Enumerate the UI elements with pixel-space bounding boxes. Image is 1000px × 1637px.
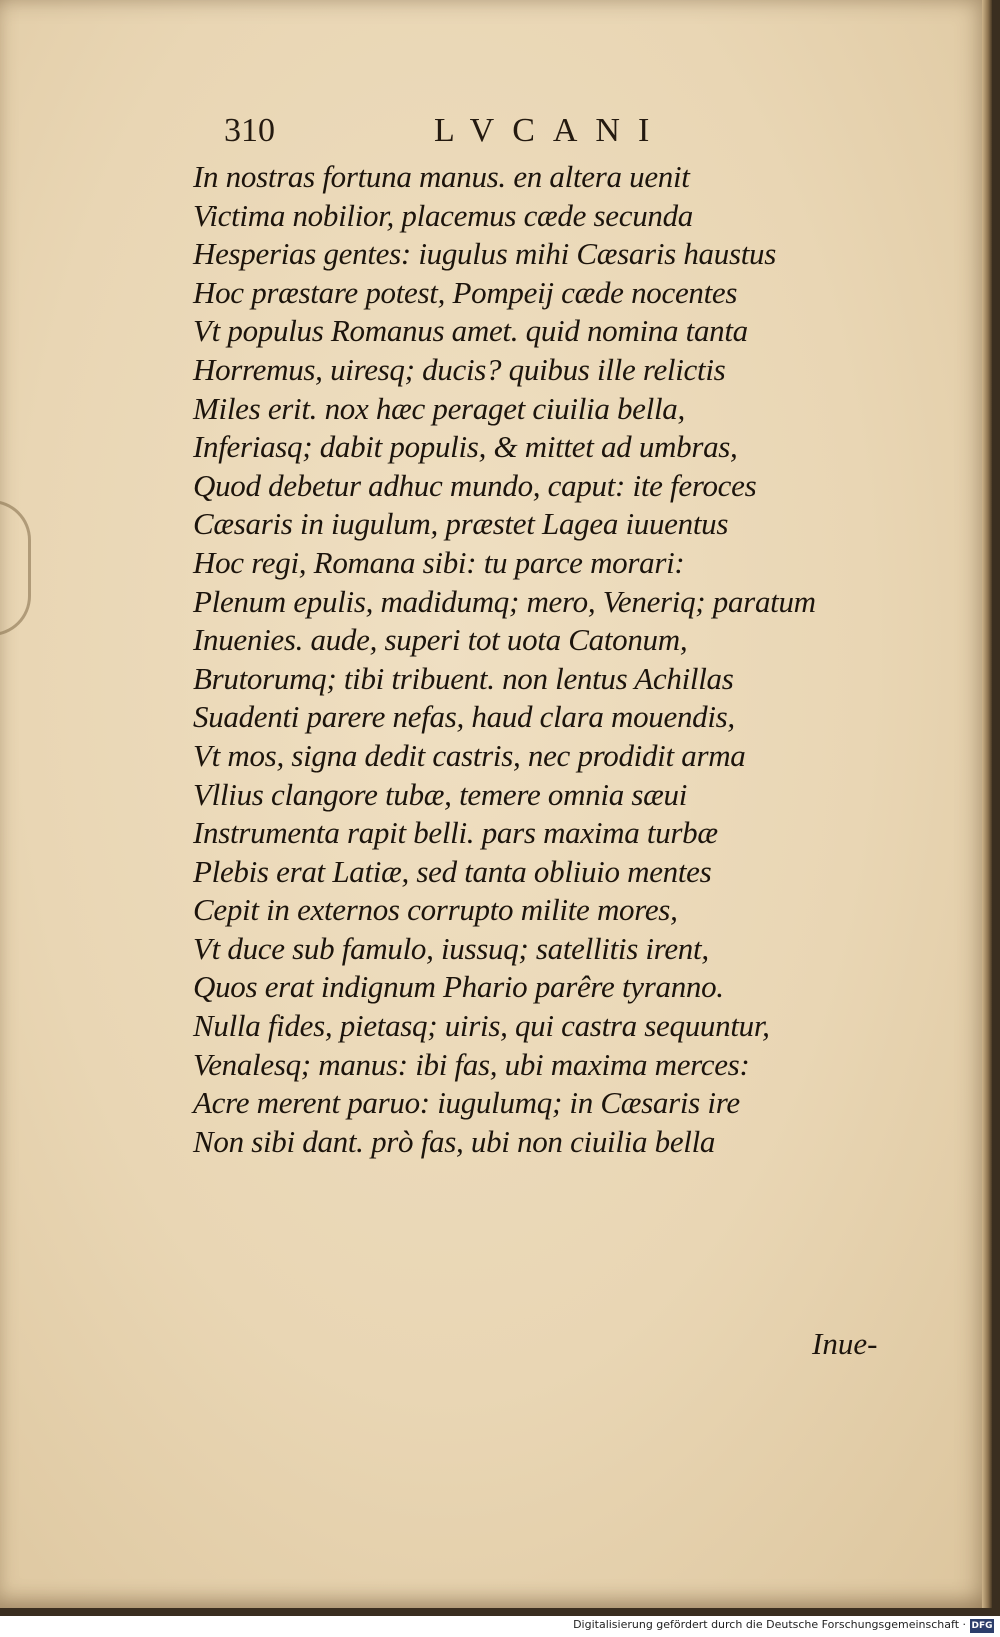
running-title: LVCANI [434, 112, 668, 149]
verse-line: Vllius clangore tubæ, temere omnia sæui [193, 776, 688, 812]
verse-line: Cepit in externos corrupto milite mores, [193, 892, 678, 928]
binding-clasp-shadow [0, 500, 31, 636]
verse-line: Quos erat indignum Phario parêre tyranno. [193, 969, 724, 1005]
funding-note: Digitalisierung gefördert durch die Deutsche Forschungsgemeinschaft · [573, 1618, 966, 1631]
verse-line: Hoc præstare potest, Pompeij cæde nocentes [193, 274, 738, 310]
verse-line: Miles erit. nox hæc peraget ciuilia bella, [193, 390, 685, 426]
verse-line: Hoc regi, Romana sibi: tu parce morari: [193, 544, 685, 580]
verse-line: In nostras fortuna manus. en altera uenit [193, 159, 690, 194]
verse-line: Hesperias gentes: iugulus mihi Cæsaris haustus [193, 236, 776, 272]
verse-line: Horremus, uiresq; ducis? quibus ille relictis [193, 351, 726, 387]
verse-line: Venalesq; manus: ibi fas, ubi maxima merces: [193, 1046, 750, 1082]
page-header [224, 112, 744, 156]
verse-text [193, 158, 913, 1161]
verse-line: Brutorumq; tibi tribuent. non lentus Achillas [193, 660, 734, 696]
catchword: Inue- [812, 1326, 878, 1361]
verse-line: Suadenti parere nefas, haud clara mouendis, [193, 699, 735, 735]
verse-line: Cæsaris in iugulum, præstet Lagea iuuentus [193, 506, 729, 542]
verse-line: Victima nobilior, placemus cæde secunda [193, 197, 693, 233]
verse-line: Vt populus Romanus amet. quid nomina tanta [193, 313, 748, 349]
verse-line: Vt duce sub famulo, iussuq; satellitis irent, [193, 930, 709, 966]
verse-line: Vt mos, signa dedit castris, nec prodidit arma [193, 737, 746, 773]
verse-line: Inferiasq; dabit populis, & mittet ad umbras, [193, 429, 738, 465]
page-edge [982, 0, 992, 1608]
verse-line: Quod debetur adhuc mundo, caput: ite feroces [193, 467, 757, 503]
dfg-logo-icon: DFG [971, 1621, 993, 1631]
page-number: 310 [224, 112, 275, 149]
verse-line: Acre merent paruo: iugulumq; in Cæsaris ire [193, 1085, 740, 1121]
verse-line: Plenum epulis, madidumq; mero, Veneriq; paratum [193, 583, 816, 619]
verse-line: Nulla fides, pietasq; uiris, qui castra sequuntur, [193, 1008, 770, 1044]
verse-line: Inuenies. aude, superi tot uota Catonum, [193, 622, 688, 658]
verse-line: Plebis erat Latiæ, sed tanta obliuio mentes [193, 853, 712, 889]
verse-line: Instrumenta rapit belli. pars maxima turbæ [193, 815, 718, 851]
verse-line: Non sibi dant. prò fas, ubi non ciuilia bella [193, 1123, 716, 1159]
digitization-footer [0, 1616, 1000, 1637]
